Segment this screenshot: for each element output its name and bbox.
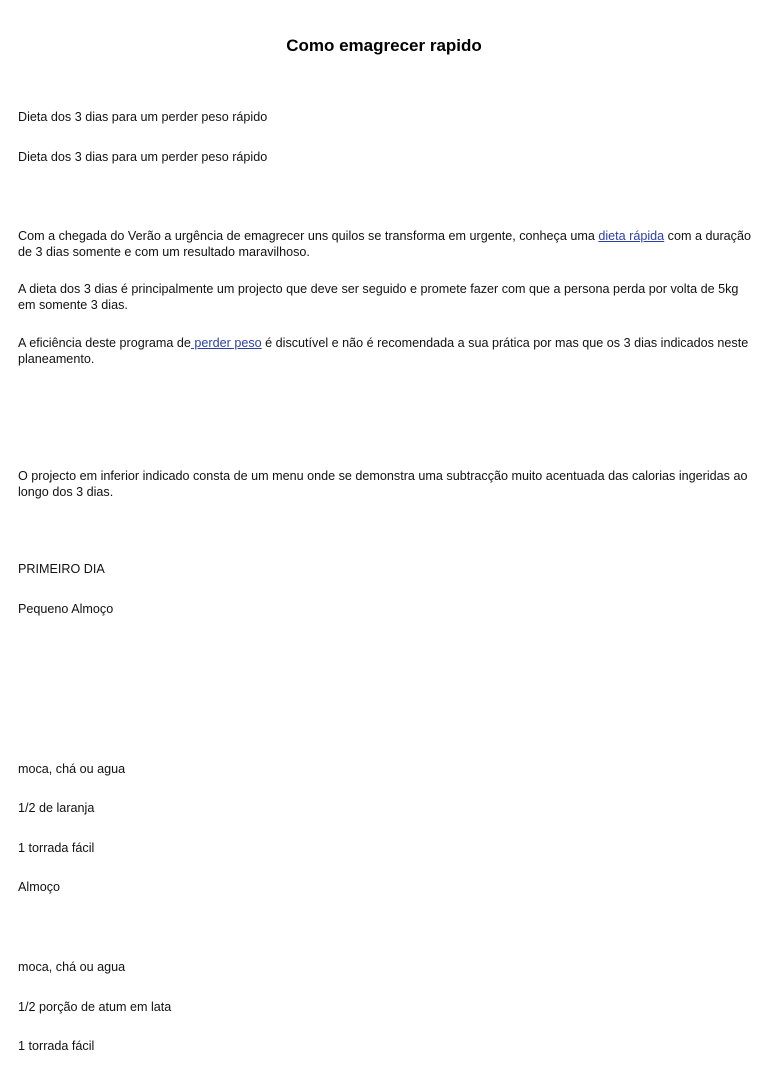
menu-item-drink-1: moca, chá ou agua <box>18 762 126 776</box>
heading-pequeno-almoco: Pequeno Almoço <box>18 602 114 616</box>
paragraph-efficiency <box>18 336 754 367</box>
perder-peso-link[interactable]: perder peso <box>190 336 262 350</box>
paragraph-summer-text-end: com a duração de 3 dias somente e com um resultado maravilhoso. <box>18 229 751 259</box>
menu-item-orange: 1/2 de laranja <box>18 801 95 815</box>
menu-item-toast-2: 1 torrada fácil <box>18 1039 95 1053</box>
menu-item-toast-1: 1 torrada fácil <box>18 841 95 855</box>
document-title: Como emagrecer rapido <box>286 36 482 55</box>
paragraph-intro-2: Dieta dos 3 dias para um perder peso rápido <box>18 150 268 164</box>
paragraph-summer <box>18 229 754 260</box>
dieta-rapida-link[interactable]: dieta rápida <box>598 229 665 243</box>
paragraph-project-menu: O projecto em inferior indicado consta de um menu onde se demonstra uma subtracção muito acentuada das calorias ingeridas ao longo dos 3 dias. <box>18 469 748 499</box>
menu-item-drink-2: moca, chá ou agua <box>18 960 126 974</box>
paragraph-efficiency-text-start: A eficiência deste programa de <box>18 336 191 350</box>
heading-primeiro-dia: PRIMEIRO DIA <box>18 562 105 576</box>
paragraph-intro-1: Dieta dos 3 dias para um perder peso rápido <box>18 110 268 124</box>
menu-item-tuna: 1/2 porção de atum em lata <box>18 1000 172 1014</box>
heading-almoco: Almoço <box>18 880 60 894</box>
paragraph-summer-text-start: Com a chegada do Verão a urgência de emagrecer uns quilos se transforma em urgente, conheça uma <box>18 229 599 243</box>
paragraph-diet-description: A dieta dos 3 dias é principalmente um projecto que deve ser seguido e promete fazer com que a persona perda por volta de 5kg em somente 3 dias. <box>18 282 739 312</box>
paragraph-efficiency-text-end: é discutível e não é recomendada a sua prática por mas que os 3 dias indicados neste planeamento. <box>18 336 749 366</box>
